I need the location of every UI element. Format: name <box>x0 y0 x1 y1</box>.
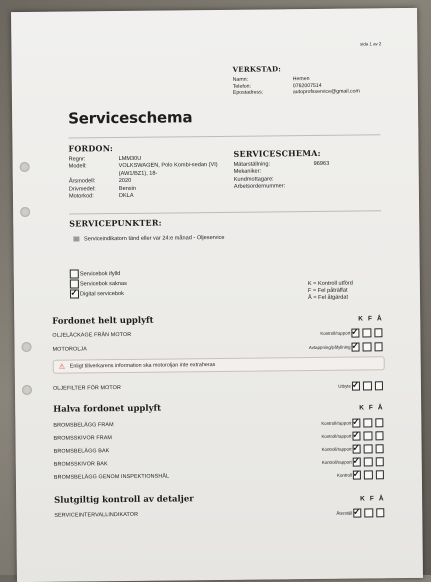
checklist-row <box>53 342 383 354</box>
row-label: BROMSBELÄGG GENOM INSPEKTIONSHÅL <box>53 473 170 481</box>
service-book-missing-label: Servicebok saknas <box>79 280 127 288</box>
row-label: MOTOROLJA <box>52 346 87 353</box>
row-result: Kontroll/rapport <box>321 420 352 426</box>
a-checkbox[interactable] <box>375 418 384 427</box>
k-column-label: K <box>359 404 364 412</box>
a-checkbox[interactable] <box>374 342 383 351</box>
row-label: BROMSBELÄGG FRAM <box>53 422 114 429</box>
k-checkbox[interactable] <box>352 419 361 428</box>
digital-service-book-checkbox[interactable] <box>70 290 79 299</box>
fuel-value: Bensin <box>118 185 137 192</box>
f-checkbox[interactable] <box>364 470 373 479</box>
service-book-options <box>70 269 127 300</box>
checklist-row <box>53 381 383 393</box>
workshop-heading: VERKSTAD: <box>232 64 282 74</box>
fuel-label: Drivmedel: <box>68 185 96 193</box>
a-checkbox[interactable] <box>375 444 384 453</box>
row-result: Utbyte <box>338 383 351 389</box>
document-icon <box>73 236 79 241</box>
vehicle-section <box>68 142 229 201</box>
page-label: sida 1 av 2 <box>360 41 382 47</box>
row-label: BROMSSKIVOR FRAM <box>53 435 113 442</box>
year-label: Årsmodell: <box>68 178 96 185</box>
group3-heading: Slutgiltig kontroll av detaljer <box>54 494 194 506</box>
row-label: SERVICEINTERVALLINDIKATOR <box>54 511 139 519</box>
workshop-name-label: Namn: <box>232 76 249 83</box>
workshop-email-value: autoprofsservice@gmail.com <box>292 88 360 96</box>
k-checkbox[interactable] <box>352 445 361 454</box>
punch-hole <box>20 162 30 172</box>
row-result: Kontroll/rapport <box>321 433 352 439</box>
service-book-filled-label: Servicebok ifylld <box>79 271 121 278</box>
k-checkbox[interactable] <box>351 329 360 338</box>
indicator-line <box>73 235 224 244</box>
f-column-label: F <box>368 404 373 412</box>
row-result: Kontroll/rapport <box>321 459 352 465</box>
punch-hole <box>20 207 30 217</box>
digital-service-book-label: Digital servicebok <box>80 290 124 298</box>
schedule-heading: SERVICESCHEMA: <box>233 147 321 159</box>
k-checkbox[interactable] <box>353 509 362 518</box>
checklist-row <box>54 444 384 456</box>
workshop-phone-label: Telefon: <box>232 83 252 90</box>
work-order-label: Arbetsordernummer: <box>233 183 286 191</box>
group2-kfa-header <box>359 404 382 411</box>
checklist-row <box>53 431 383 443</box>
f-checkbox[interactable] <box>364 457 373 466</box>
divider <box>69 210 381 214</box>
f-checkbox[interactable] <box>364 508 373 517</box>
row-result: Återställ <box>336 510 353 516</box>
k-checkbox[interactable] <box>352 471 361 480</box>
k-checkbox[interactable] <box>352 458 361 467</box>
row-label: OLJEFILTER FÖR MOTOR <box>52 385 122 392</box>
a-checkbox[interactable] <box>375 457 384 466</box>
k-column-label: K <box>360 495 365 503</box>
row-result: Kontroll/rapport <box>321 446 352 452</box>
checklist-row <box>52 328 382 340</box>
workshop-section <box>233 63 360 96</box>
row-result: Kontroll <box>336 472 352 478</box>
checklist-row <box>53 418 383 430</box>
group3-kfa-header <box>360 495 383 502</box>
service-book-filled-option[interactable] <box>70 269 127 280</box>
a-column-label: Å <box>377 404 383 412</box>
workshop-phone-value: 0762007514 <box>292 82 322 89</box>
f-checkbox[interactable] <box>364 444 373 453</box>
k-column-label: K <box>358 315 363 323</box>
model-value: VOLKSWAGEN, Polo Kombi-sedan (VI) (AW1/BZ1), 18- <box>118 162 218 177</box>
a-checkbox[interactable] <box>375 431 384 440</box>
mechanic-label: Mekaniker: <box>233 168 262 176</box>
regnr-label: Regnr: <box>68 156 86 163</box>
digital-service-book-option[interactable] <box>70 289 127 300</box>
k-checkbox[interactable] <box>352 432 361 441</box>
checklist-row <box>54 508 384 520</box>
f-column-label: F <box>367 315 372 323</box>
schedule-section <box>233 148 329 192</box>
legend <box>308 281 353 302</box>
group1-kfa-header <box>358 315 381 322</box>
legend-f: F = Fel påträffat <box>307 287 348 295</box>
odometer-label: Mätarställning: <box>233 161 271 168</box>
receiver-label: Kundmottagare: <box>233 176 274 183</box>
odometer-value: 96963 <box>313 160 330 167</box>
workshop-email-label: Epostadress: <box>232 89 264 97</box>
f-checkbox[interactable] <box>363 431 372 440</box>
a-checkbox[interactable] <box>374 328 383 337</box>
page-title: Serviceschema <box>68 108 193 128</box>
group2-heading: Halva fordonet upplyft <box>53 403 162 415</box>
workshop-name-value: Hemen <box>292 76 310 83</box>
f-checkbox[interactable] <box>362 328 371 337</box>
group1-heading: Fordonet helt upplyft <box>52 315 154 327</box>
service-book-filled-checkbox[interactable] <box>70 270 79 279</box>
engine-code-value: DKLA <box>118 192 134 200</box>
a-column-label: Å <box>378 495 384 503</box>
f-checkbox[interactable] <box>363 418 372 427</box>
regnr-value: LMM30U <box>118 155 142 163</box>
work-order-value <box>314 183 330 191</box>
a-checkbox[interactable] <box>375 470 384 479</box>
engine-code-label: Motorkod: <box>68 193 94 200</box>
row-label: OLJELÄCKAGE FRÅN MOTOR <box>52 331 132 339</box>
warning-text: Enligt tillverkarens information ska motoroljan inte extraheras <box>69 362 216 370</box>
row-label: BROMSSKIVOR BAK <box>53 461 108 468</box>
punch-hole <box>21 342 31 352</box>
checklist-row <box>54 470 384 482</box>
punch-hole <box>22 385 32 395</box>
service-book-missing-option[interactable] <box>70 279 127 290</box>
k-checkbox[interactable] <box>351 382 360 391</box>
row-label: BROMSBELÄGG BAK <box>53 448 110 455</box>
indicator-text: Serviceindikatorn tänd eller var 24:e månad - Oljeservice <box>83 234 225 243</box>
a-checkbox[interactable] <box>374 381 383 390</box>
year-value: 2020 <box>118 178 132 185</box>
f-checkbox[interactable] <box>363 381 372 390</box>
a-checkbox[interactable] <box>376 508 385 517</box>
row-result: Kontroll/rapport <box>320 330 351 336</box>
warning-banner <box>53 356 385 373</box>
model-label: Modell: <box>68 163 87 170</box>
legend-a: Å = Fel åtgärdat <box>308 294 349 302</box>
a-column-label: Å <box>376 315 382 323</box>
f-checkbox[interactable] <box>363 342 372 351</box>
f-column-label: F <box>369 495 374 503</box>
divider <box>68 134 380 138</box>
k-checkbox[interactable] <box>351 343 360 352</box>
service-points-heading: SERVICEPUNKTER: <box>69 217 162 229</box>
checklist-row <box>54 457 384 469</box>
vehicle-heading: FORDON: <box>68 143 114 154</box>
row-result: Avtappning/påfyllning <box>308 344 351 350</box>
warning-icon: ⚠ <box>58 363 66 371</box>
legend-k: K = Kontroll utförd <box>307 280 353 288</box>
service-document <box>11 8 423 582</box>
